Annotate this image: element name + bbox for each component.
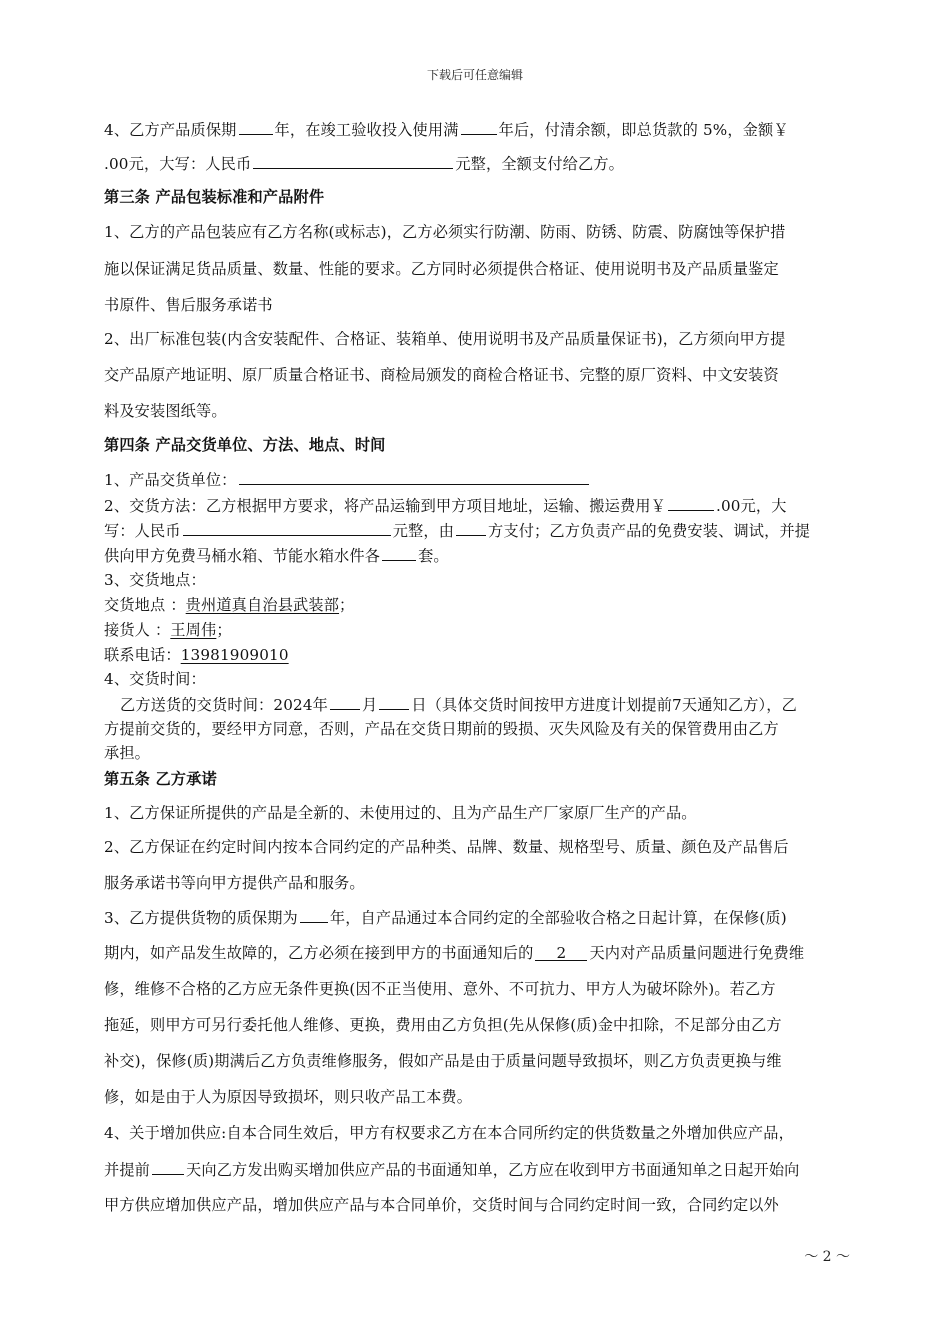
time-line-2: 方提前交货的，要经甲方同意，否则，产品在交货日期前的毁损、灭失风险及有关的保管费用由乙方 [104, 720, 779, 738]
blank-field [456, 519, 486, 536]
blank-field [382, 544, 416, 561]
blank-field [152, 1158, 184, 1175]
delivery-unit-line [104, 468, 852, 490]
s3-p2-line: 2、出厂标准包装(内含安装配件、合格证、装箱单、使用说明书及产品质量保证书)，乙方须向甲方提 [104, 330, 786, 348]
s3-p1-line: 1、乙方的产品包装应有乙方名称(或标志)，乙方必须实行防潮、防雨、防锈、防震、防腐蚀等保护措 [104, 223, 786, 241]
text: 接货人 ： [104, 621, 171, 639]
phone-value: 13981909010 [180, 646, 289, 664]
text: 1、产品交货单位： [104, 471, 237, 489]
text: 联系电话： [104, 646, 181, 664]
text: 期内，如产品发生故障的，乙方必须在接到甲方的书面通知后的 [104, 944, 534, 962]
time-line-1 [104, 693, 852, 715]
text: 乙方送货的交货时间：2024年 [120, 696, 328, 714]
s5-p2-line: 服务承诺书等向甲方提供产品和服务。 [104, 874, 365, 892]
s5-p3-line: 修，如是由于人为原因导致损坏，则只收产品工本费。 [104, 1088, 473, 1106]
text: 4、乙方产品质保期 [104, 121, 237, 139]
text: 月 [361, 696, 378, 714]
text: 并提前 [104, 1161, 151, 1179]
page-header: 下载后可任意编辑 [426, 68, 523, 82]
text: 天向乙方发出购买增加供应产品的书面通知单，乙方应在收到甲方书面通知单之日起开始向 [186, 1161, 800, 1179]
method-line-3 [104, 544, 852, 566]
text: 交货地点 ： [104, 596, 186, 614]
text: 套。 [418, 547, 449, 565]
method-line-2 [104, 519, 852, 541]
text: 2、交货方法：乙方根据甲方要求，将产品运输到甲方项目地址，运输、搬运费用￥ [104, 497, 666, 515]
blank-field [379, 693, 409, 710]
text: 年，自产品通过本合同约定的全部验收合格之日起计算，在保修(质) [329, 909, 787, 927]
section-3-title: 第三条 产品包装标准和产品附件 [104, 188, 325, 206]
repair-days-field: 2 [535, 944, 587, 961]
blank-field [300, 906, 328, 923]
receiver-value: 王周伟 [170, 621, 217, 639]
text: 供向甲方免费马桶水箱、节能水箱水件各 [104, 547, 381, 565]
text: 元整，由 [392, 522, 455, 540]
text: .00元，大 [715, 497, 787, 515]
blank-field [461, 118, 497, 135]
receiver-line [104, 619, 852, 640]
s5-p2-line: 2、乙方保证在约定时间内按本合同约定的产品种类、品牌、数量、规格型号、质量、颜色及产品售后 [104, 838, 789, 856]
text: 方支付；乙方负责产品的免费安装、调试，并提 [488, 522, 811, 540]
text: .00元，大写：人民币 [104, 155, 252, 173]
s5-p4-line-1: 4、关于增加供应:自本合同生效后，甲方有权要求乙方在本合同所约定的供货数量之外增加供应产品， [104, 1124, 794, 1142]
s5-p3-line: 修，维修不合格的乙方应无条件更换(因不正当使用、意外、不可抗力、甲方人为破坏除外)。若乙方 [104, 980, 776, 998]
text: 元整，全额支付给乙方。 [455, 155, 625, 173]
delivery-place-title: 3、交货地点： [104, 571, 206, 589]
text: 日（具体交货时间按甲方进度计划提前7天通知乙方），乙 [411, 696, 797, 714]
s5-p3-line: 补交)，保修(质)期满后乙方负责维修服务，假如产品是由于质量问题导致损坏，则乙方负责更换与维 [104, 1052, 782, 1070]
text: 写：人民币 [104, 522, 181, 540]
page-number: ～ 2 ～ [804, 1249, 850, 1265]
blank-field [239, 118, 273, 135]
s3-p2-line: 交产品原产地证明、原厂质量合格证书、商检局颁发的商检合格证书、完整的原厂资料、中文安装资 [104, 366, 779, 384]
blank-field [668, 494, 714, 511]
blank-field [330, 693, 360, 710]
blank-field [239, 468, 589, 485]
blank-field [253, 152, 453, 169]
section-4-title: 第四条 产品交货单位、方法、地点、时间 [104, 436, 386, 454]
phone-line [104, 644, 852, 665]
s3-p2-line: 料及安装图纸等。 [104, 402, 227, 420]
text: 年，在竣工验收投入使用满 [274, 121, 459, 139]
method-line-1 [104, 494, 852, 516]
delivery-place-value: 贵州道真自治县武装部 [185, 596, 340, 614]
warranty-line-2 [104, 152, 852, 174]
text: 天内对产品质量问题进行免费维 [589, 944, 805, 962]
text: 年后，付清余额，即总货款的 5%，金额￥ [498, 121, 789, 139]
s5-p3-line-1 [104, 906, 852, 928]
s5-p3-line: 拖延，则甲方可另行委托他人维修、更换，费用由乙方负担(先从保修(质)金中扣除，不足部分由乙方 [104, 1016, 782, 1034]
delivery-place-line [104, 594, 852, 615]
section-5-title: 第五条 乙方承诺 [104, 770, 217, 788]
text: 3、乙方提供货物的质保期为 [104, 909, 298, 927]
s3-p1-line: 书原件、售后服务承诺书 [104, 296, 273, 314]
text: ； [216, 621, 232, 639]
blank-field [183, 519, 391, 536]
s5-p1-line: 1、乙方保证所提供的产品是全新的、未使用过的、且为产品生产厂家原厂生产的产品。 [104, 804, 697, 822]
warranty-line-1 [104, 118, 852, 140]
s3-p1-line: 施以保证满足货品质量、数量、性能的要求。乙方同时必须提供合格证、使用说明书及产品质量鉴定 [104, 260, 779, 278]
s5-p4-line-2 [104, 1158, 852, 1180]
text: ； [339, 596, 355, 614]
delivery-time-title: 4、交货时间： [104, 670, 206, 688]
time-line-3: 承担。 [104, 744, 151, 762]
s5-p4-line-3: 甲方供应增加供应产品，增加供应产品与本合同单价，交货时间与合同约定时间一致，合同约定以外 [104, 1196, 779, 1214]
s5-p3-line-2 [104, 942, 852, 963]
